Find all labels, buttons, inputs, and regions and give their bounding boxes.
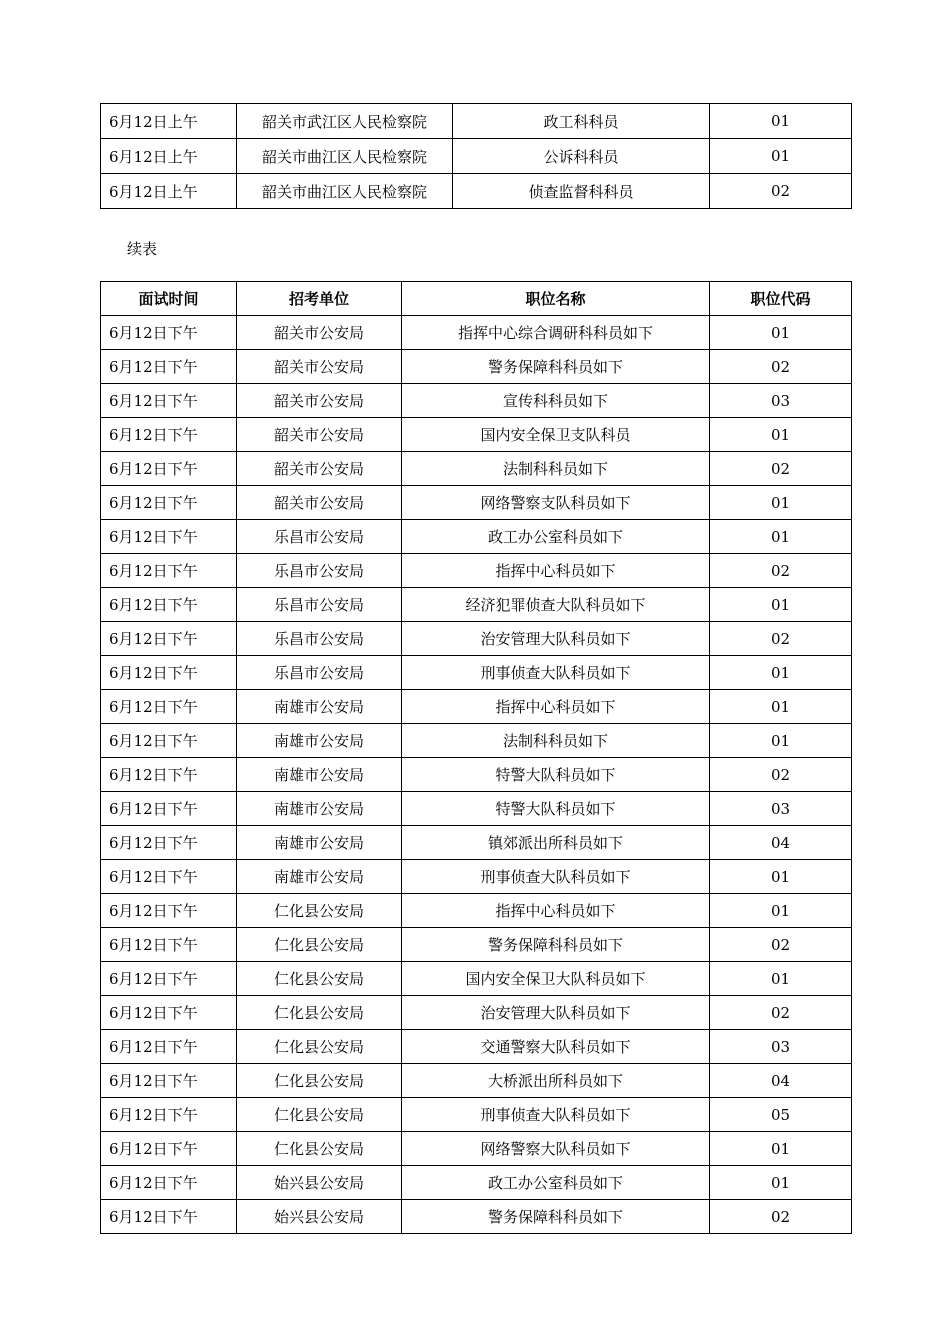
cell-position-code: 04 [710,826,852,860]
cell-interview-time: 6月12日下午 [101,894,237,928]
cell-interview-time: 6月12日下午 [101,996,237,1030]
table-row [101,894,852,928]
table-row [101,554,852,588]
cell-position-code: 02 [710,452,852,486]
table-row [101,860,852,894]
table-row [101,724,852,758]
cell-recruiting-unit: 韶关市武江区人民检察院 [237,104,453,139]
table-row [101,792,852,826]
table-row [101,690,852,724]
cell-recruiting-unit: 南雄市公安局 [237,690,402,724]
cell-position-code: 01 [710,1132,852,1166]
cell-interview-time: 6月12日下午 [101,316,237,350]
interview-schedule-table-part2 [100,281,852,1234]
cell-position-code: 02 [710,996,852,1030]
cell-recruiting-unit: 南雄市公安局 [237,826,402,860]
cell-position-code: 01 [710,1166,852,1200]
cell-position-code: 02 [710,174,852,209]
cell-recruiting-unit: 韶关市公安局 [237,350,402,384]
cell-position-name: 大桥派出所科员如下 [402,1064,710,1098]
cell-position-name: 网络警察支队科员如下 [402,486,710,520]
cell-position-code: 02 [710,928,852,962]
cell-position-name: 国内安全保卫大队科员如下 [402,962,710,996]
cell-interview-time: 6月12日下午 [101,588,237,622]
cell-recruiting-unit: 仁化县公安局 [237,1098,402,1132]
cell-position-code: 01 [710,486,852,520]
cell-interview-time: 6月12日下午 [101,690,237,724]
cell-recruiting-unit: 乐昌市公安局 [237,622,402,656]
cell-interview-time: 6月12日下午 [101,452,237,486]
cell-position-name: 警务保障科科员如下 [402,928,710,962]
cell-interview-time: 6月12日下午 [101,520,237,554]
header-interview-time: 面试时间 [101,282,237,316]
cell-position-name: 指挥中心科员如下 [402,554,710,588]
table-row [101,350,852,384]
table-row [101,996,852,1030]
cell-recruiting-unit: 仁化县公安局 [237,1030,402,1064]
cell-interview-time: 6月12日下午 [101,1064,237,1098]
table-row [101,104,852,139]
cell-position-name: 镇郊派出所科员如下 [402,826,710,860]
cell-recruiting-unit: 乐昌市公安局 [237,588,402,622]
cell-interview-time: 6月12日下午 [101,860,237,894]
table-row [101,418,852,452]
cell-position-code: 01 [710,104,852,139]
table-row [101,174,852,209]
cell-position-code: 03 [710,792,852,826]
table-row [101,452,852,486]
table-row [101,316,852,350]
cell-recruiting-unit: 乐昌市公安局 [237,520,402,554]
cell-interview-time: 6月12日下午 [101,622,237,656]
cell-recruiting-unit: 韶关市公安局 [237,316,402,350]
cell-position-name: 警务保障科科员如下 [402,350,710,384]
cell-interview-time: 6月12日下午 [101,792,237,826]
table-row [101,384,852,418]
cell-recruiting-unit: 南雄市公安局 [237,792,402,826]
cell-recruiting-unit: 南雄市公安局 [237,860,402,894]
cell-position-name: 国内安全保卫支队科员 [402,418,710,452]
cell-interview-time: 6月12日下午 [101,656,237,690]
table-row [101,1166,852,1200]
cell-position-name: 交通警察大队科员如下 [402,1030,710,1064]
cell-position-code: 02 [710,622,852,656]
continuation-label: 续表 [127,240,158,258]
cell-interview-time: 6月12日下午 [101,1166,237,1200]
cell-position-code: 01 [710,894,852,928]
cell-position-code: 02 [710,554,852,588]
cell-interview-time: 6月12日下午 [101,554,237,588]
table-row [101,1200,852,1234]
cell-position-name: 刑事侦查大队科员如下 [402,860,710,894]
cell-position-name: 政工办公室科员如下 [402,520,710,554]
cell-position-name: 公诉科科员 [453,139,710,174]
cell-interview-time: 6月12日下午 [101,384,237,418]
table-row [101,1064,852,1098]
cell-position-code: 01 [710,316,852,350]
cell-recruiting-unit: 韶关市公安局 [237,384,402,418]
cell-interview-time: 6月12日下午 [101,1132,237,1166]
cell-position-name: 法制科科员如下 [402,452,710,486]
cell-position-code: 01 [710,139,852,174]
cell-position-code: 03 [710,384,852,418]
table-row [101,520,852,554]
cell-interview-time: 6月12日上午 [101,139,237,174]
cell-recruiting-unit: 仁化县公安局 [237,1132,402,1166]
table-row [101,928,852,962]
cell-interview-time: 6月12日下午 [101,1200,237,1234]
cell-interview-time: 6月12日下午 [101,928,237,962]
cell-interview-time: 6月12日下午 [101,1098,237,1132]
table-row [101,1098,852,1132]
cell-interview-time: 6月12日下午 [101,1030,237,1064]
cell-recruiting-unit: 韶关市曲江区人民检察院 [237,139,453,174]
cell-interview-time: 6月12日下午 [101,758,237,792]
cell-position-name: 指挥中心科员如下 [402,894,710,928]
cell-position-code: 04 [710,1064,852,1098]
cell-recruiting-unit: 乐昌市公安局 [237,656,402,690]
cell-position-code: 05 [710,1098,852,1132]
cell-position-code: 01 [710,690,852,724]
cell-interview-time: 6月12日下午 [101,350,237,384]
table-row [101,962,852,996]
cell-interview-time: 6月12日下午 [101,826,237,860]
table1-body [101,104,852,209]
table-row [101,758,852,792]
header-position-code: 职位代码 [710,282,852,316]
cell-recruiting-unit: 仁化县公安局 [237,894,402,928]
cell-position-name: 治安管理大队科员如下 [402,622,710,656]
cell-recruiting-unit: 乐昌市公安局 [237,554,402,588]
cell-interview-time: 6月12日上午 [101,104,237,139]
cell-position-name: 宣传科科员如下 [402,384,710,418]
cell-position-code: 01 [710,656,852,690]
cell-recruiting-unit: 始兴县公安局 [237,1166,402,1200]
cell-recruiting-unit: 仁化县公安局 [237,928,402,962]
cell-position-code: 02 [710,1200,852,1234]
cell-position-code: 01 [710,520,852,554]
cell-position-name: 政工办公室科员如下 [402,1166,710,1200]
table-row [101,1030,852,1064]
table-row [101,588,852,622]
cell-recruiting-unit: 韶关市公安局 [237,452,402,486]
header-recruiting-unit: 招考单位 [237,282,402,316]
interview-schedule-table-part1 [100,103,852,209]
cell-position-name: 网络警察大队科员如下 [402,1132,710,1166]
cell-position-code: 01 [710,962,852,996]
cell-recruiting-unit: 仁化县公安局 [237,1064,402,1098]
table2-body [101,316,852,1234]
cell-recruiting-unit: 韶关市曲江区人民检察院 [237,174,453,209]
cell-position-code: 01 [710,418,852,452]
cell-position-name: 指挥中心综合调研科科员如下 [402,316,710,350]
table-row [101,656,852,690]
cell-recruiting-unit: 仁化县公安局 [237,962,402,996]
cell-position-name: 刑事侦查大队科员如下 [402,1098,710,1132]
cell-interview-time: 6月12日下午 [101,962,237,996]
cell-position-name: 政工科科员 [453,104,710,139]
cell-position-name: 警务保障科科员如下 [402,1200,710,1234]
cell-position-code: 03 [710,1030,852,1064]
cell-interview-time: 6月12日下午 [101,486,237,520]
table-row [101,826,852,860]
cell-interview-time: 6月12日上午 [101,174,237,209]
cell-interview-time: 6月12日下午 [101,418,237,452]
cell-recruiting-unit: 韶关市公安局 [237,418,402,452]
cell-position-name: 治安管理大队科员如下 [402,996,710,1030]
cell-position-code: 02 [710,350,852,384]
cell-recruiting-unit: 南雄市公安局 [237,724,402,758]
table-row [101,139,852,174]
cell-position-code: 01 [710,860,852,894]
cell-position-name: 刑事侦查大队科员如下 [402,656,710,690]
cell-position-name: 经济犯罪侦查大队科员如下 [402,588,710,622]
header-position-name: 职位名称 [402,282,710,316]
cell-position-name: 法制科科员如下 [402,724,710,758]
cell-interview-time: 6月12日下午 [101,724,237,758]
cell-recruiting-unit: 始兴县公安局 [237,1200,402,1234]
cell-position-name: 指挥中心科员如下 [402,690,710,724]
cell-position-name: 侦查监督科科员 [453,174,710,209]
cell-recruiting-unit: 仁化县公安局 [237,996,402,1030]
cell-position-name: 特警大队科员如下 [402,792,710,826]
cell-recruiting-unit: 南雄市公安局 [237,758,402,792]
table-header-row [101,282,852,316]
table-row [101,1132,852,1166]
cell-recruiting-unit: 韶关市公安局 [237,486,402,520]
cell-position-name: 特警大队科员如下 [402,758,710,792]
cell-position-code: 01 [710,588,852,622]
table-row [101,486,852,520]
cell-position-code: 01 [710,724,852,758]
table-row [101,622,852,656]
cell-position-code: 02 [710,758,852,792]
